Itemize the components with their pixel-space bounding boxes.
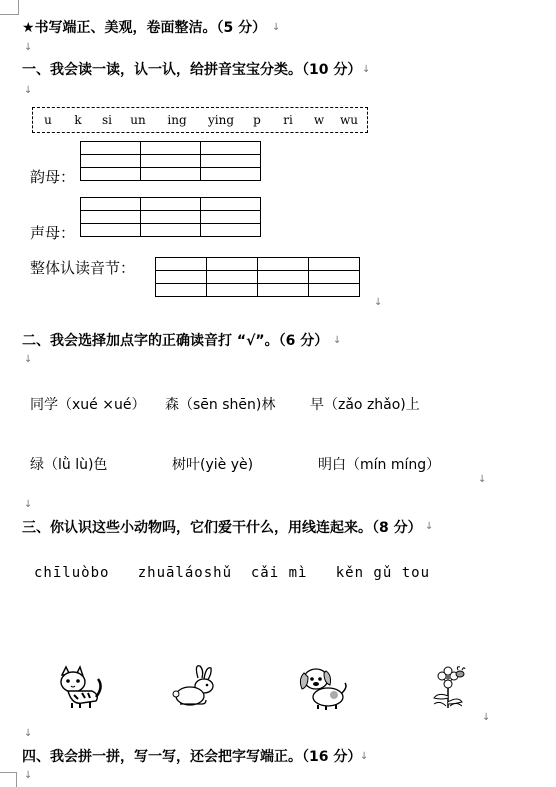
- page-corner-bottom: [0, 772, 17, 787]
- paragraph-mark: ↓: [24, 354, 33, 365]
- answer-cell[interactable]: [141, 224, 201, 237]
- paragraph-mark: ↓: [24, 42, 33, 53]
- q2-item: 早（zǎo zhǎo)上: [310, 397, 420, 413]
- shengmu-label: 声母：: [30, 224, 76, 242]
- q2-item: 同学（xué ×ué）: [30, 397, 146, 413]
- answer-cell[interactable]: [201, 142, 261, 155]
- page-corner-top: [0, 0, 19, 15]
- answer-cell[interactable]: [207, 258, 258, 271]
- paragraph-mark: ↓: [24, 728, 33, 739]
- answer-cell[interactable]: [201, 198, 261, 211]
- pinyin-item: k: [74, 113, 82, 127]
- q4-title: 四、我会拼一拼，写一写，还会把字写端正。（16 分）: [22, 749, 362, 765]
- q2-item: 明白（mín míng）: [318, 457, 441, 473]
- cat-icon: [52, 665, 104, 709]
- zhengti-grid: [155, 257, 360, 297]
- answer-cell[interactable]: [156, 271, 207, 284]
- paragraph-mark: ↓: [425, 521, 434, 532]
- answer-cell[interactable]: [201, 168, 261, 181]
- pinyin-item: ying: [207, 113, 235, 127]
- answer-cell[interactable]: [258, 258, 309, 271]
- answer-cell[interactable]: [81, 224, 141, 237]
- answer-cell[interactable]: [141, 198, 201, 211]
- pinyin-item: un: [130, 113, 146, 127]
- pinyin-item: ing: [167, 113, 187, 127]
- answer-cell[interactable]: [81, 198, 141, 211]
- q3-pinyin-line: chīluòbo zhuāláoshǔ cǎi mì kěn gǔ tou: [34, 565, 431, 581]
- pinyin-item: ri: [283, 113, 293, 127]
- answer-cell[interactable]: [201, 155, 261, 168]
- paragraph-mark: ↓: [24, 499, 33, 510]
- pinyin-item: u: [44, 113, 52, 127]
- pinyin-item: w: [313, 113, 325, 127]
- yunmu-label: 韵母：: [30, 168, 76, 186]
- answer-cell[interactable]: [201, 211, 261, 224]
- paragraph-mark: ↓: [362, 64, 371, 75]
- pinyin-item: p: [253, 113, 261, 127]
- answer-cell[interactable]: [81, 211, 141, 224]
- answer-cell[interactable]: [141, 168, 201, 181]
- q1-title: 一、我会读一读，认一认，给拼音宝宝分类。（10 分）: [22, 62, 362, 78]
- answer-cell[interactable]: [141, 211, 201, 224]
- paragraph-mark: ↓: [482, 712, 491, 723]
- paragraph-mark: ↓: [24, 770, 33, 781]
- pinyin-item: si: [102, 113, 112, 127]
- q2-title: 二、我会选择加点字的正确读音打 “√”。（6 分）: [22, 333, 329, 349]
- answer-cell[interactable]: [156, 258, 207, 271]
- answer-cell[interactable]: [207, 271, 258, 284]
- q2-item: 树叶(yiè yè): [172, 457, 254, 473]
- answer-cell[interactable]: [309, 271, 360, 284]
- paragraph-mark: ↓: [360, 751, 369, 762]
- answer-cell[interactable]: [81, 142, 141, 155]
- bee-flower-icon: [428, 664, 468, 710]
- q3-title: 三、你认识这些小动物吗，它们爱干什么，用线连起来。（8 分）: [22, 520, 422, 536]
- answer-cell[interactable]: [81, 155, 141, 168]
- paragraph-mark: ↓: [272, 22, 281, 33]
- answer-cell[interactable]: [156, 284, 207, 297]
- paragraph-mark: ↓: [333, 335, 342, 346]
- yunmu-grid: [80, 141, 261, 181]
- answer-cell[interactable]: [141, 142, 201, 155]
- pinyin-item: wu: [340, 113, 358, 127]
- paragraph-mark: ↓: [478, 474, 487, 485]
- answer-cell[interactable]: [309, 258, 360, 271]
- answer-cell[interactable]: [258, 284, 309, 297]
- q2-item: 森（sēn shēn)林: [165, 397, 276, 413]
- header-title: ★书写端正、美观，卷面整洁。（5 分）: [22, 20, 267, 36]
- dog-icon: [298, 665, 348, 711]
- answer-cell[interactable]: [201, 224, 261, 237]
- rabbit-icon: [172, 664, 220, 710]
- answer-cell[interactable]: [309, 284, 360, 297]
- paragraph-mark: ↓: [24, 85, 33, 96]
- pinyin-box: [32, 107, 368, 133]
- answer-cell[interactable]: [207, 284, 258, 297]
- paragraph-mark: ↓: [374, 297, 383, 308]
- answer-cell[interactable]: [81, 168, 141, 181]
- answer-cell[interactable]: [258, 271, 309, 284]
- zhengti-label: 整体认读音节：: [30, 259, 136, 277]
- q2-item: 绿（lǜ lù)色: [30, 457, 108, 473]
- answer-cell[interactable]: [141, 155, 201, 168]
- shengmu-grid: [80, 197, 261, 237]
